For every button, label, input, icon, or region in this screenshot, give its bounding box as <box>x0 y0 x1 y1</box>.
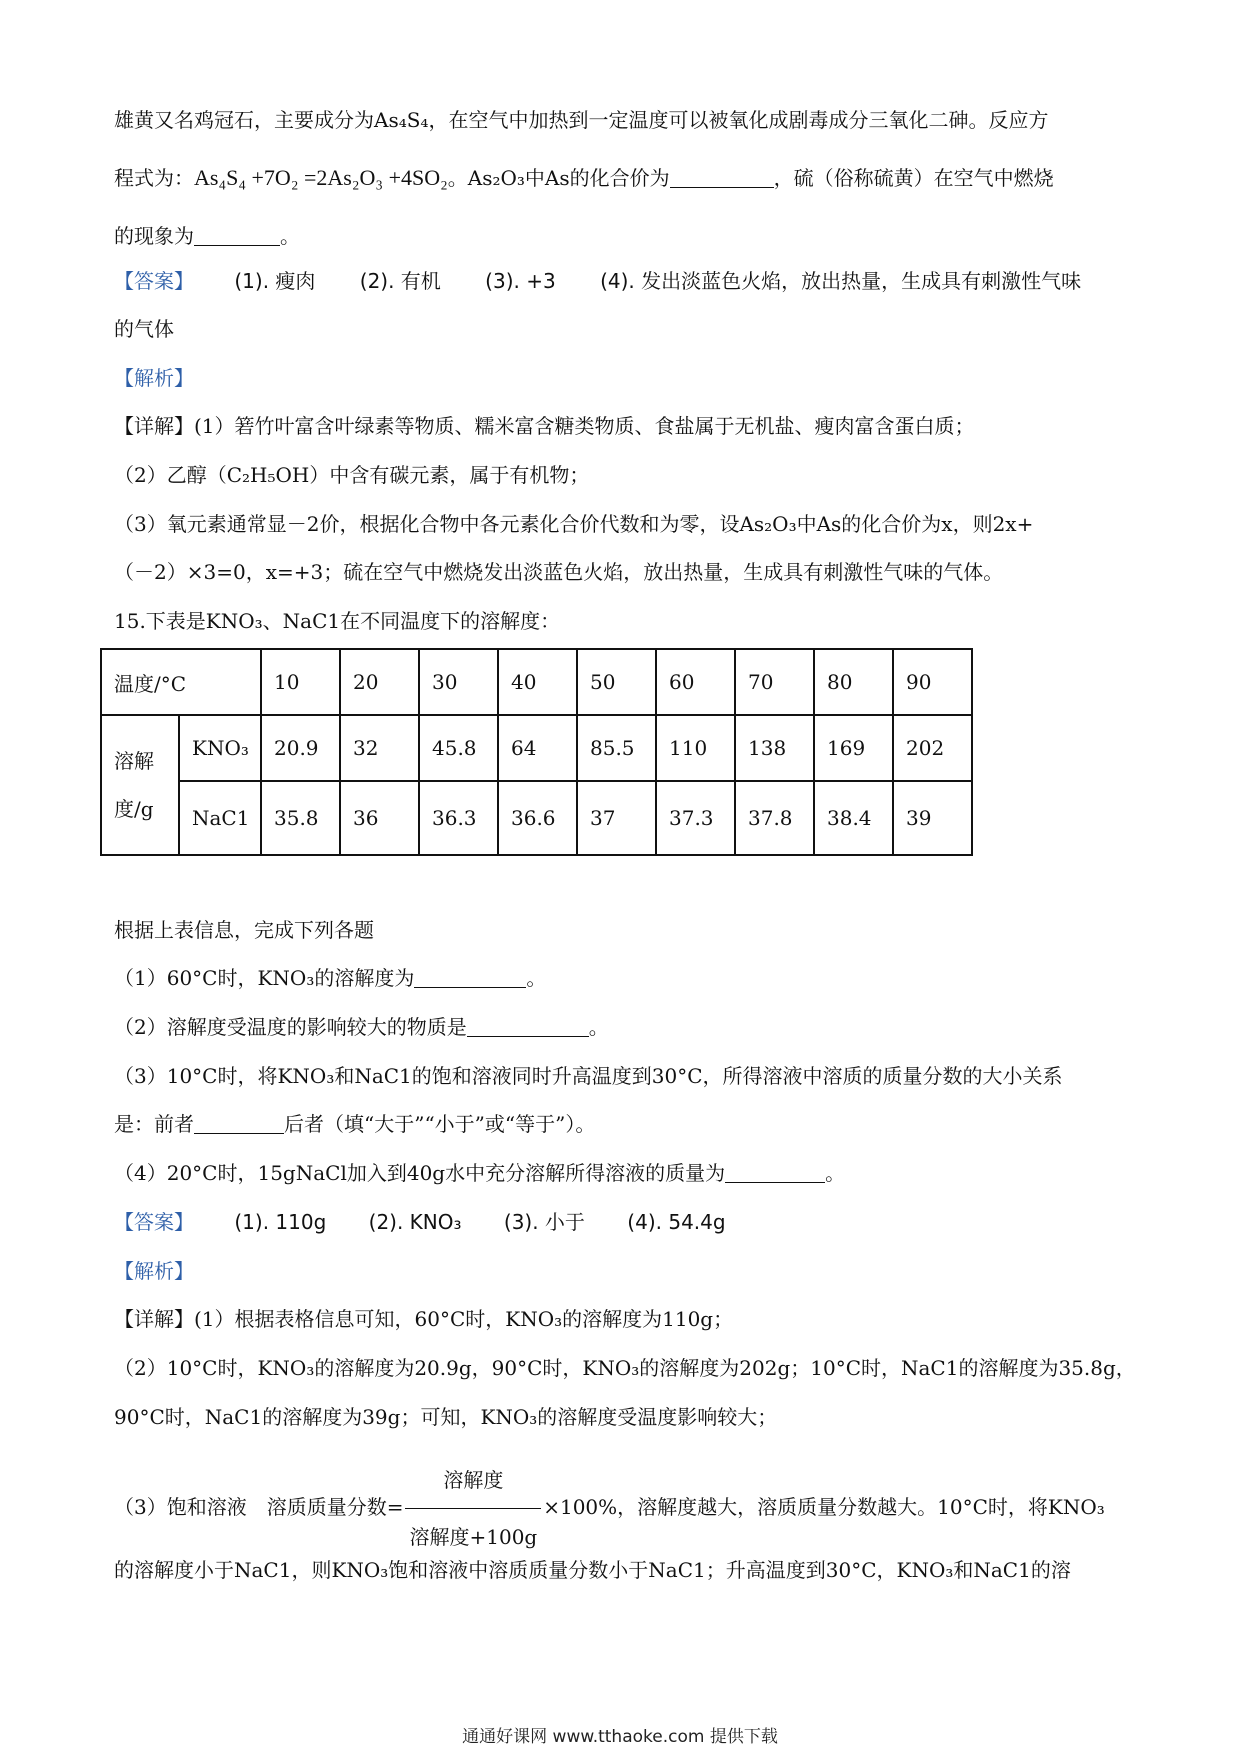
prev-question-line1: 雄黄又名鸡冠石，主要成分为As₄S₄，在空气中加热到一定温度可以被氧化成剧毒成分三氧化二砷。反应方 <box>114 108 1049 132</box>
question-15-stem: 15.下表是KNO₃、NaC1在不同温度下的溶解度： <box>114 609 561 633</box>
detail-tag: 【详解】 <box>114 1307 194 1331</box>
table-cell: 85.5 <box>577 715 656 781</box>
mass-fraction-formula: $\frac{\text{溶解度}}{\text{溶解度+100g}}$ <box>405 1456 541 1561</box>
answer-blank <box>467 1014 589 1037</box>
sub-question-3-line1: （3）10°C时，将KNO₃和NaC1的饱和溶液同时升高温度到30°C，所得溶液中溶质的质量分数的大小关系 <box>114 1064 1063 1088</box>
table-cell: 39 <box>893 781 972 855</box>
sub-question-1: （1）60°C时，KNO₃的溶解度为 。 <box>114 966 547 990</box>
prev-question-line3: 的现象为 。 <box>114 224 300 248</box>
temperature-header: 温度/°C <box>101 649 261 715</box>
temp-cell: 80 <box>814 649 893 715</box>
q15-detail-3c: 的溶解度小于NaC1，则KNO₃饱和溶液中溶质质量分数小于NaC1；升高温度到30°C，KNO₃和NaC1的溶 <box>114 1558 1071 1582</box>
temp-cell: 50 <box>577 649 656 715</box>
temp-cell: 40 <box>498 649 577 715</box>
prev-answer-line: 【答案】 (1). 瘦肉 (2). 有机 (3). +3 (4). 发出淡蓝色火焰，放出热量，生成具有刺激性气味 <box>114 269 1082 293</box>
table-cell: 64 <box>498 715 577 781</box>
temp-cell: 20 <box>340 649 419 715</box>
analysis-tag: 【解析】 <box>114 1259 194 1283</box>
answer-blank <box>414 965 526 988</box>
analysis-tag: 【解析】 <box>114 366 194 390</box>
sub-question-4: （4）20°C时，15gNaCl加入到40g水中充分溶解所得溶液的质量为 。 <box>114 1161 846 1185</box>
row-label-kno3: KNO₃ <box>179 715 261 781</box>
q15-detail-3: （3）饱和溶液 溶质质量分数= $\frac{\text{溶解度}}{\text{溶解度+100g}}$ ×100%，溶解度越大，溶质质量分数越大。10°C时，将KNO₃ <box>114 1456 1105 1561</box>
table-cell: 37.3 <box>656 781 735 855</box>
sub-question-3-line2: 是：前者 后者（填“大于”“小于”或“等于”）。 <box>114 1112 596 1136</box>
table-cell: 45.8 <box>419 715 498 781</box>
q15-detail-1: 【详解】(1）根据表格信息可知，60°C时，KNO₃的溶解度为110g； <box>114 1307 734 1331</box>
table-cell: 38.4 <box>814 781 893 855</box>
table-cell: 36.3 <box>419 781 498 855</box>
prev-question-line2: 程式为：As₄S₄ +7O₂ =2As₂O₃ +4SO₂。As₂O₃中As的化合价为 ，硫（俗称硫黄）在空气中燃烧 <box>114 165 1054 190</box>
answer-tag: 【答案】 <box>114 1210 194 1234</box>
answer-blank <box>670 165 774 188</box>
temp-cell: 60 <box>656 649 735 715</box>
row-label-nacl: NaC1 <box>179 781 261 855</box>
table-cell: 36.6 <box>498 781 577 855</box>
q15-detail-2a: （2）10°C时，KNO₃的溶解度为20.9g，90°C时，KNO₃的溶解度为202g；10°C时，NaC1的溶解度为35.8g， <box>114 1356 1136 1380</box>
table-cell: 169 <box>814 715 893 781</box>
table-row-kno3 <box>101 715 972 781</box>
table-cell: 35.8 <box>261 781 340 855</box>
detail-tag: 【详解】 <box>114 414 194 438</box>
answer-blank <box>194 1111 284 1134</box>
table-cell: 110 <box>656 715 735 781</box>
table-cell: 32 <box>340 715 419 781</box>
table-cell: 20.9 <box>261 715 340 781</box>
q15-answer-line: 【答案】 (1). 110g (2). KNO₃ (3). 小于 (4). 54.4g <box>114 1210 726 1234</box>
table-row-nacl <box>101 781 972 855</box>
prev-detail-3: （3）氧元素通常显－2价，根据化合物中各元素化合价代数和为零，设As₂O₃中As的化合价为x，则2x+ <box>114 512 1034 536</box>
reaction-equation: As₄S₄ +7O₂ =2As₂O₃ +4SO₂ <box>194 165 448 190</box>
question-intro: 根据上表信息，完成下列各题 <box>114 918 374 942</box>
q15-detail-2b: 90°C时，NaC1的溶解度为39g；可知，KNO₃的溶解度受温度影响较大； <box>114 1405 778 1429</box>
prev-detail-2: （2）乙醇（C₂H₅OH）中含有碳元素，属于有机物； <box>114 463 590 487</box>
temp-cell: 30 <box>419 649 498 715</box>
answer-blank <box>725 1160 825 1183</box>
answer-tag: 【答案】 <box>114 269 194 293</box>
solubility-group-label: 溶解 度/g <box>101 715 179 855</box>
temp-cell: 10 <box>261 649 340 715</box>
table-cell: 138 <box>735 715 814 781</box>
table-cell: 37 <box>577 781 656 855</box>
table-cell: 37.8 <box>735 781 814 855</box>
prev-detail-4: （－2）×3=0，x=+3；硫在空气中燃烧发出淡蓝色火焰，放出热量，生成具有刺激性气味的气体。 <box>114 560 1004 584</box>
sub-question-2: （2）溶解度受温度的影响较大的物质是 。 <box>114 1015 609 1039</box>
answer-blank <box>194 223 280 246</box>
solubility-table <box>100 648 973 856</box>
prev-detail-1: 【详解】(1）箬竹叶富含叶绿素等物质、糯米富含糖类物质、食盐属于无机盐、瘦肉富含蛋白质； <box>114 414 975 438</box>
prev-answer-continuation: 的气体 <box>114 317 174 341</box>
table-cell: 202 <box>893 715 972 781</box>
temp-cell: 70 <box>735 649 814 715</box>
temp-cell: 90 <box>893 649 972 715</box>
page-footer: 通通好课网 www.tthaoke.com 提供下载 <box>462 1727 778 1747</box>
table-header-row <box>101 649 972 715</box>
table-cell: 36 <box>340 781 419 855</box>
